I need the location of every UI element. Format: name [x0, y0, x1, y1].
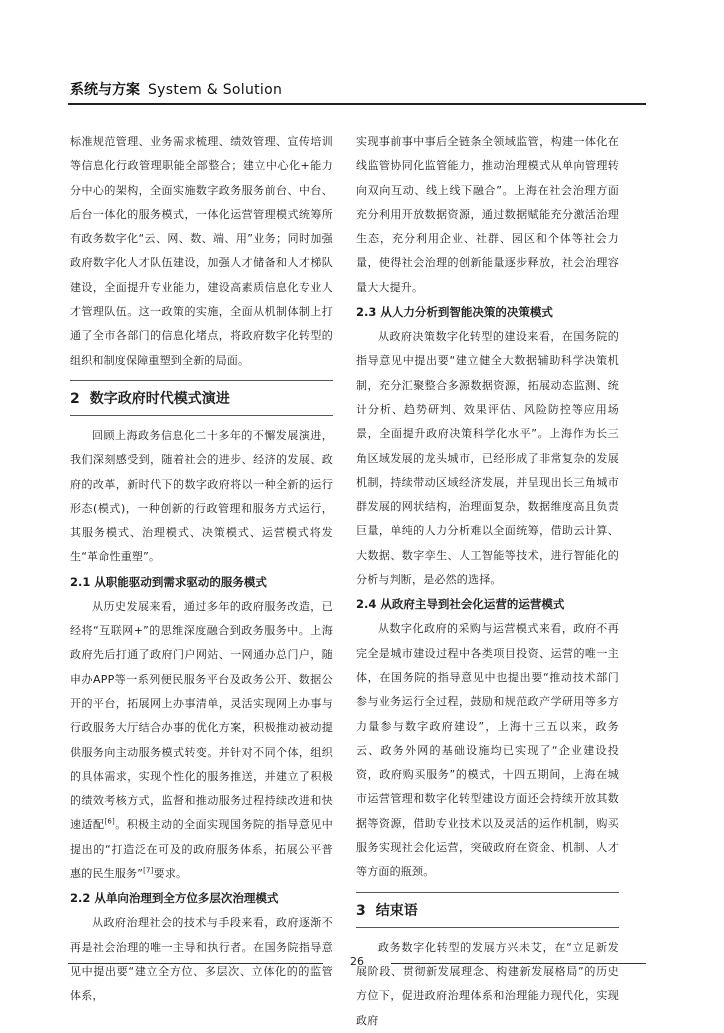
subsection-2-1-heading	[70, 571, 333, 593]
subsection-2-2-paragraph: 从政府治理社会的技术与手段来看，政府逐渐不再是社会治理的唯一主导和执行者。在国务院指导意见中提出要“建立全方位、多层次、立体化的的监管体系，	[70, 916, 333, 1003]
subsection-title: 从单向治理到全方位多层次治理模式	[94, 891, 279, 906]
subsection-2-4-paragraph: 从数字化政府的采购与运营模式来看，政府不再完全是城市建设过程中各类项目投资、运营的唯一主体，在国务院的指导意见中也提出要“推动技术部门参与业务运行全过程，鼓励和规范政产学研用等多方力量参与数字政府建设”，上海十三五以来，政务云、政务外网的基础设施均已实现了“企业建设投资，政府购买服务”的模式，十四五期间，上海在城市运营管理和数字化转型建设方面还会持续开放其数据等资源，借助专业技术以及灵活的运作机制，购买服务实现社会化运营，突破政府在资金、机制、人才等方面的瓶颈。	[356, 622, 619, 879]
subsection-2-1-paragraph	[70, 595, 333, 887]
section-2-paragraph: 回顾上海政务信息化二十多年的不懈发展演进，我们深刻感受到，随着社会的进步、经济的发展、政府的改革，新时代下的数字政府将以一种全新的运行形态(模式)，一种创新的行政管理和服务方式运行，其服务模式、治理模式、决策模式、运营模式将发生“革命性重塑”。	[70, 428, 333, 564]
section-number: 3	[356, 902, 366, 919]
subsection-2-2-continued: 实现事前事中事后全链条全领域监管，构建一体化在线监管协同化监管能力，推动治理模式从单向管理转向双向互动、线上线下融合”。上海在社会治理方面充分利用开放数据资源，通过数据赋能充分激活治理生态，充分利用企业、社群、园区和个体等社会力量，使得社会治理的创新能量逐步释放，社会治理容量大大提升。	[356, 135, 619, 294]
subsection-number: 2.3	[356, 305, 377, 320]
subsection-title: 从职能驱动到需求驱动的服务模式	[94, 574, 267, 589]
subsection-title: 从人力分析到智能决策的决策模式	[380, 305, 553, 320]
header-rule	[68, 103, 646, 105]
section-title: 数字政府时代模式演进	[89, 390, 230, 407]
subsection-title: 从政府主导到社会化运营的运营模式	[380, 597, 565, 612]
running-header-cn: 系统与方案	[70, 82, 140, 98]
section-number: 2	[70, 390, 80, 407]
section-title: 结束语	[375, 902, 418, 919]
subsection-2-2-heading	[70, 887, 333, 909]
subsection-2-3-heading	[356, 301, 619, 323]
subsection-number: 2.4	[356, 597, 377, 612]
page-footer	[68, 955, 646, 971]
citation-ref: [6]	[104, 817, 115, 826]
paragraph-text: 要求。	[153, 867, 188, 881]
subsection-number: 2.1	[70, 574, 91, 589]
citation-ref: [7]	[143, 866, 154, 875]
section-2-heading	[70, 380, 333, 416]
section-3-heading	[356, 892, 619, 928]
subsection-2-4-heading	[356, 593, 619, 615]
intro-paragraph: 标准规范管理、业务需求梳理、绩效管理、宣传培训等信息化行政管理职能全部整合；建立中心化+能力分中心的架构，全面实施数字政务服务前台、中台、后台一体化的服务模式，一体化运营管理模式统筹所有政务数字化“云、网、数、端、用”业务；同时加强政府数字化人才队伍建设，加强人才储备和人才梯队建设，全面提升专业能力，建设高素质信息化专业人才管理队伍。这一政策的实施，全面从机制体制上打通了全市各部门的信息化堵点，将政府数字化转型的组织和制度保障重塑到全新的局面。	[70, 135, 333, 367]
page-number: 26	[350, 955, 364, 968]
running-header	[70, 79, 282, 99]
running-header-en: System & Solution	[148, 82, 283, 98]
paragraph-text: 。积极主动的全面实现国务院的指导意见中提出的“打造泛在可及的政府服务体系，拓展公平普惠的民生服务”	[70, 818, 333, 881]
subsection-2-3-paragraph: 从政府决策数字化转型的建设来看，在国务院的指导意见中提出要“建立健全大数据辅助科学决策机制，充分汇聚整合多源数据资源，拓展动态监测、统计分析、趋势研判、效果评估、风险防控等应用场景，全面提升政府决策科学化水平”。上海作为长三角区域发展的龙头城市，已经形成了非常复杂的发展机制，持续带动区域经济发展，并呈现出长三角城市群发展的网状结构，治理面复杂，数据维度高且负责巨量，单纯的人力分析难以全面统筹，借助云计算、大数据、数字孪生、人工智能等技术，进行智能化的分析与判断，是必然的选择。	[356, 330, 619, 587]
section-3-paragraph: 政务数字化转型的发展方兴未艾，在“立足新发展阶段、贯彻新发展理念、构建新发展格局”的历史方位下，促进政府治理体系和治理能力现代化，实现政府	[356, 940, 619, 1027]
left-column	[70, 130, 333, 1009]
footer-rule-right	[391, 963, 646, 964]
paragraph-text: 从历史发展来看，通过多年的政府服务改造，已经将“互联网+”的思维深度融合到政务服务中。上海政府先后打通了政府门户网站、一网通办总门户，随申办APP等一系列便民服务平台及政务公开、数据公开的平台，拓展网上办事清单，灵活实现网上办事与行政服务大厅结合办事的优化方案，积极推动被动提供服务向主动服务模式转变。并针对不同个体，组织的具体需求，实现个性化的服务推送，并建立了积极的绩效考核方式，监督和推动服务过程持续改进和快速适配	[70, 599, 333, 832]
subsection-number: 2.2	[70, 891, 91, 906]
right-column	[356, 130, 619, 1033]
